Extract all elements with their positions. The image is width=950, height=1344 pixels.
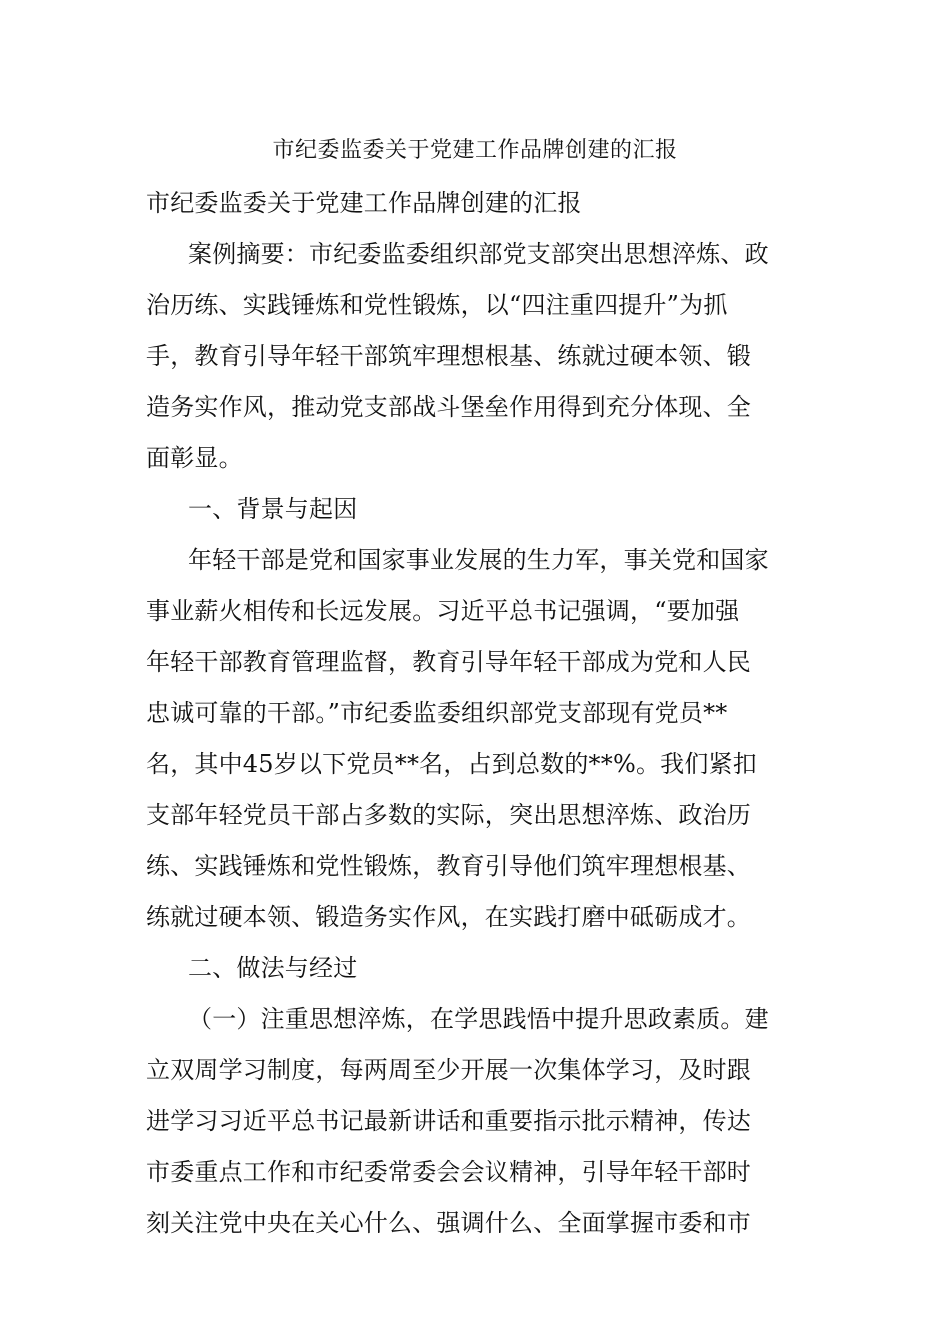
text-line: 治历练、实践锤炼和党性锻炼，以“四注重四提升”为抓 (146, 291, 728, 319)
text-line: 造务实作风，推动党支部战斗堡垒作用得到充分体现、全 (146, 393, 751, 421)
text-line: 面彰显。 (146, 444, 243, 472)
text-line: 进学习习近平总书记最新讲话和重要指示批示精神，传达 (146, 1107, 751, 1135)
text-line: 年轻干部是党和国家事业发展的生力军，事关党和国家 (188, 546, 769, 574)
document-body (146, 178, 806, 1249)
text-line: 事业薪火相传和长远发展。习近平总书记强调，“要加强 (146, 597, 740, 625)
text-line: 市纪委监委关于党建工作品牌创建的汇报 (146, 189, 582, 217)
text-line: 手，教育引导年轻干部筑牢理想根基、练就过硬本领、锻 (146, 342, 751, 370)
text-line: 案例摘要：市纪委监委组织部党支部突出思想淬炼、政 (188, 240, 769, 268)
text-line: 市委重点工作和市纪委常委会会议精神，引导年轻干部时 (146, 1158, 751, 1186)
text-line: 名，其中45岁以下党员**名，占到总数的**%。我们紧扣 (146, 750, 757, 778)
text-line: 年轻干部教育管理监督，教育引导年轻干部成为党和人民 (146, 648, 751, 676)
text-line: 练就过硬本领、锻造务实作风，在实践打磨中砥砺成才。 (146, 903, 751, 931)
text-line: 支部年轻党员干部占多数的实际，突出思想淬炼、政治历 (146, 801, 751, 829)
text-line: 立双周学习制度，每两周至少开展一次集体学习，及时跟 (146, 1056, 751, 1084)
text-line: 刻关注党中央在关心什么、强调什么、全面掌握市委和市 (146, 1209, 751, 1237)
document-title: 市纪委监委关于党建工作品牌创建的汇报 (272, 138, 678, 163)
text-line: 忠诚可靠的干部。”市纪委监委组织部党支部现有党员** (146, 699, 728, 727)
text-line: 二、做法与经过 (188, 954, 358, 982)
text-line: 一、背景与起因 (188, 495, 358, 523)
text-line: （一）注重思想淬炼，在学思践悟中提升思政素质。建 (188, 1005, 769, 1033)
text-line: 练、实践锤炼和党性锻炼，教育引导他们筑牢理想根基、 (146, 852, 751, 880)
